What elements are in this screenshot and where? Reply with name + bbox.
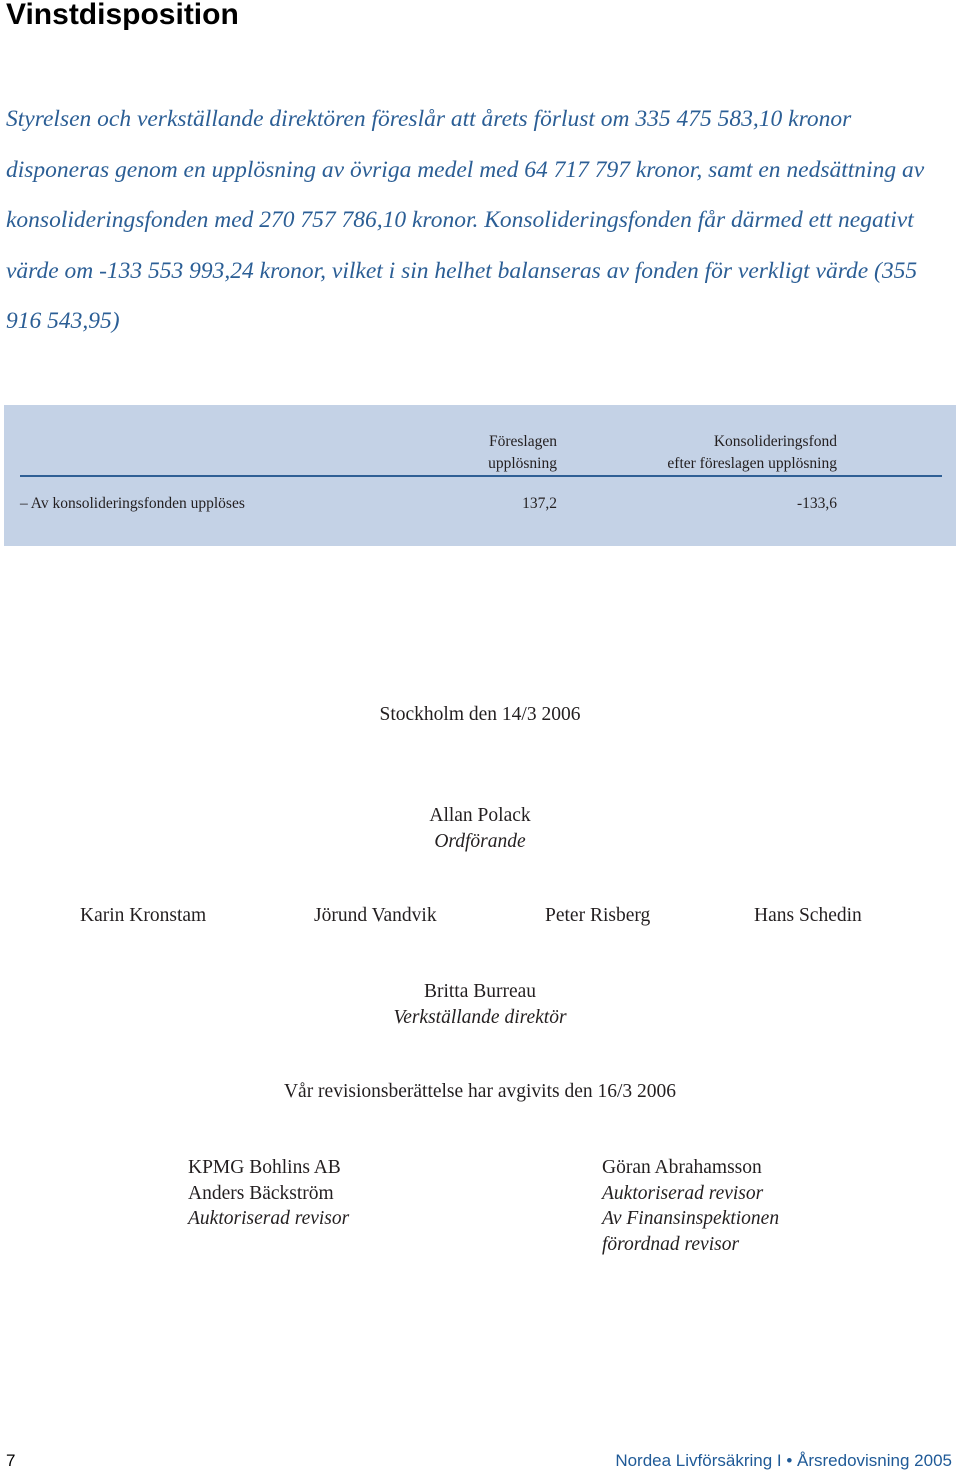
board-member: Jörund Vandvik <box>314 905 437 926</box>
column-header-foreslagen <box>488 431 557 475</box>
column-header-line: Konsolideringsfond <box>713 433 837 450</box>
signer-role: Ordförande <box>434 830 526 852</box>
page-title: Vinstdisposition <box>6 0 239 31</box>
place-date: Stockholm den 14/3 2006 <box>379 704 581 725</box>
signer-role: förordnad revisor <box>602 1233 740 1255</box>
auditor-firm: KPMG Bohlins AB <box>188 1157 341 1178</box>
board-member: Karin Kronstam <box>80 905 207 926</box>
footer-publication: Nordea Livförsäkring I • Årsredovisning 2005 <box>615 1451 952 1470</box>
intro-paragraph: Styrelsen och verkställande direktören föreslår att årets förlust om 335 475 583,10 kronor disponeras genom en upplösning av övriga medel med 64 717 797 kronor, samt en nedsättning av konsolideringsfonden med 270 757 786,10 kronor. Konsolideringsfonden får därmed ett negativt värde om -133 553 993,24 kronor, vilket i sin helhet balanseras av fonden för verkligt värde (355 916 543,95) <box>6 106 925 334</box>
signer-role: Auktoriserad revisor <box>602 1182 764 1204</box>
column-header-line: Föreslagen <box>488 433 557 450</box>
column-header-line: upplösning <box>488 455 557 472</box>
disposition-table-panel <box>4 405 956 546</box>
board-member: Peter Risberg <box>545 905 651 926</box>
signer-role: Auktoriserad revisor <box>188 1208 350 1229</box>
board-member: Hans Schedin <box>754 905 862 926</box>
auditor-right <box>602 1155 779 1257</box>
signer-name: Göran Abrahamsson <box>602 1157 762 1178</box>
signer-name: Allan Polack <box>429 805 531 826</box>
row-label: – Av konsolideringsfonden upplöses <box>20 495 245 512</box>
auditor-left <box>188 1155 349 1232</box>
signer-name: Britta Burreau <box>423 981 537 1002</box>
column-header-konsolideringsfond <box>667 431 837 475</box>
table-cell: 137,2 <box>522 495 557 512</box>
page-number: 7 <box>6 1451 16 1470</box>
signer-name: Anders Bäckström <box>188 1182 334 1204</box>
table-cell: -133,6 <box>796 495 837 512</box>
header-divider <box>20 475 942 477</box>
column-header-line: efter föreslagen upplösning <box>667 455 837 472</box>
ceo-signature <box>0 979 960 1030</box>
chair-signature <box>0 803 960 854</box>
audit-note: Vår revisionsberättelse har avgivits den 16/3 2006 <box>283 1081 677 1102</box>
signer-role: Verkställande direktör <box>393 1006 567 1028</box>
signer-role: Av Finansinspektionen <box>602 1208 780 1229</box>
